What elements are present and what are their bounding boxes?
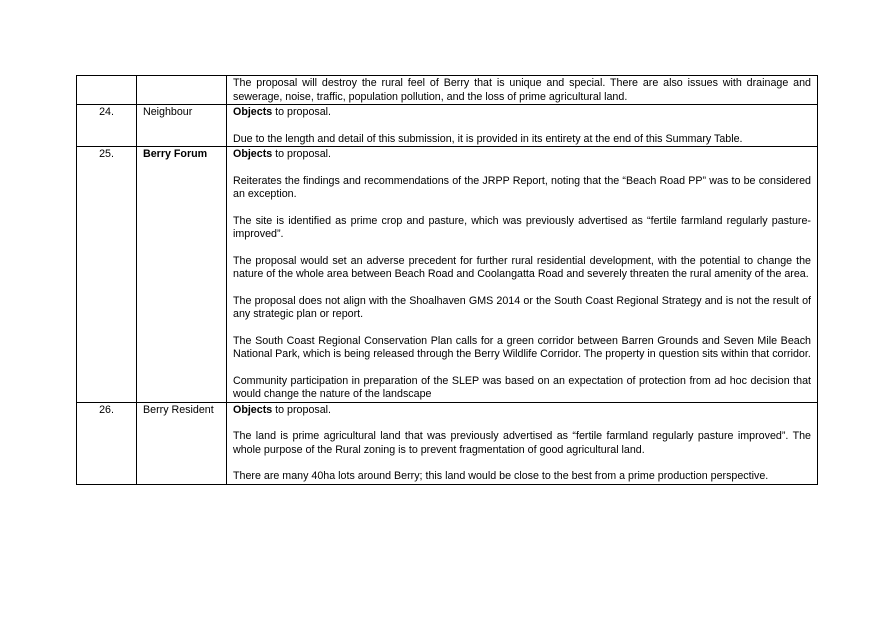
- objects-keyword: Objects: [233, 106, 273, 118]
- submitter-cell: Berry Resident: [137, 402, 227, 484]
- table-row: [77, 76, 818, 105]
- objects-line: [233, 106, 811, 120]
- submission-summary-table: [76, 75, 818, 485]
- table-row: [77, 402, 818, 484]
- objects-line: [233, 404, 811, 418]
- table-row: [77, 147, 818, 403]
- objects-rest: to proposal.: [272, 106, 332, 118]
- comment-paragraph: The proposal will destroy the rural feel of Berry that is unique and special. There are also issues with drainage and sewerage, noise, traffic, population pollution, and the loss of prime agricultural land.: [233, 77, 811, 103]
- comment-cell: [227, 147, 818, 403]
- comment-cell: [227, 76, 818, 105]
- comment-paragraph: The proposal does not align with the Shoalhaven GMS 2014 or the South Coast Regional Strategy and is not the result of any strategic plan or report.: [233, 294, 811, 320]
- submission-number: 26.: [77, 402, 137, 484]
- comment-paragraph: Community participation in preparation of the SLEP was based on an expectation of protection from ad hoc decision that would change the nature of the landscape: [233, 374, 811, 400]
- submission-number: 24.: [77, 105, 137, 147]
- comment-paragraph: Reiterates the findings and recommendations of the JRPP Report, noting that the “Beach Road PP” was to be considered an exception.: [233, 174, 811, 200]
- objects-keyword: Objects: [233, 403, 273, 416]
- comment-paragraph: The site is identified as prime crop and pasture, which was previously advertised as “fertile farmland regularly pasture-improved”.: [233, 214, 811, 240]
- objects-rest: to proposal.: [272, 403, 332, 416]
- submission-number: [77, 76, 137, 105]
- comment-paragraph: There are many 40ha lots around Berry; this land would be close to the best from a prime production perspective.: [233, 470, 769, 482]
- comment-paragraph: The proposal would set an adverse precedent for further rural residential development, with the potential to change the nature of the whole area between Beach Road and Coolangatta Road and severely threaten the rural amenity of the area.: [233, 254, 811, 280]
- submission-number: 25.: [77, 147, 137, 403]
- objects-keyword: Objects: [233, 148, 273, 160]
- comment-paragraph: Due to the length and detail of this submission, it is provided in its entirety at the end of this Summary Table.: [233, 132, 743, 145]
- comment-paragraph: The South Coast Regional Conservation Plan calls for a green corridor between Barren Grounds and Seven Mile Beach National Park, which is being released through the Berry Wildlife Corridor. The property in question sits within that corridor.: [233, 334, 811, 360]
- submitter-cell: Neighbour: [137, 105, 227, 147]
- comment-cell: [227, 105, 818, 147]
- submitter-cell: [137, 76, 227, 105]
- objects-rest: to proposal.: [272, 148, 332, 160]
- submitter-cell: Berry Forum: [137, 147, 227, 403]
- objects-line: [233, 148, 811, 162]
- table-row: [77, 105, 818, 147]
- comment-paragraph: The land is prime agricultural land that was previously advertised as “fertile farmland regularly pasture improved”. The whole purpose of the Rural zoning is to prevent fragmentation of good agricultural land.: [233, 430, 811, 456]
- comment-cell: [227, 402, 818, 484]
